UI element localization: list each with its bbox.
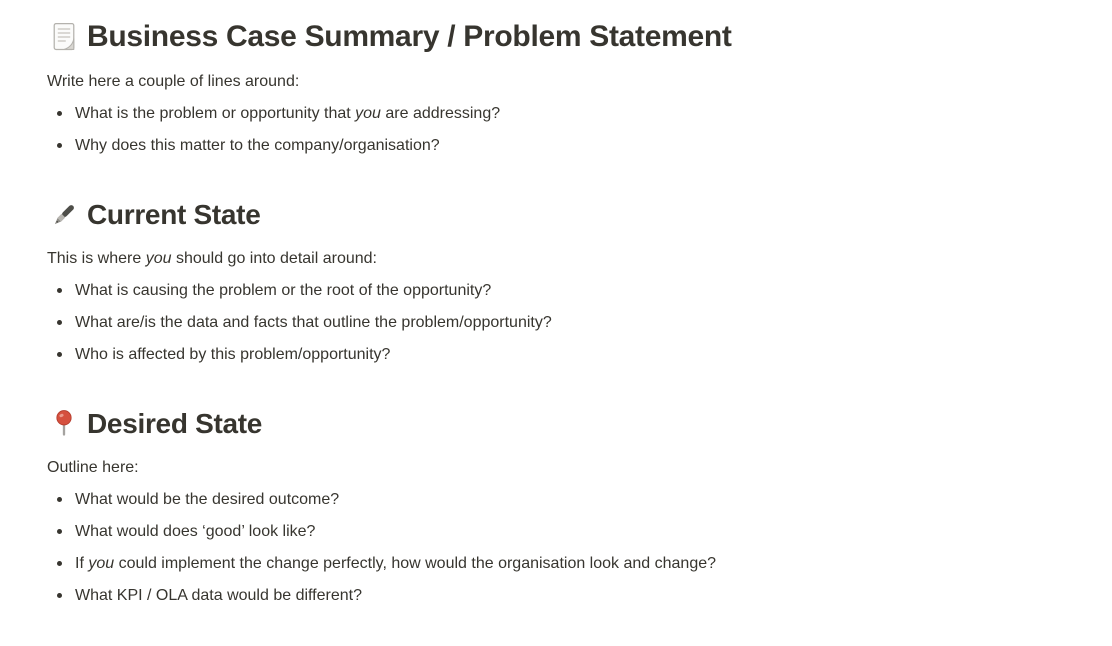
round-pushpin-emoji-icon	[47, 407, 81, 441]
list-item	[47, 343, 1065, 367]
text-run: Who is affected by this problem/opportunity?	[75, 346, 391, 363]
section-intro	[47, 70, 1065, 94]
list-item	[47, 520, 1065, 544]
text-run: This is where	[47, 250, 146, 267]
text-run: What KPI / OLA data would be different?	[75, 587, 362, 604]
section-current-state	[47, 196, 1065, 367]
section-intro	[47, 247, 1065, 271]
list-item	[47, 311, 1065, 335]
text-run: If	[75, 555, 89, 572]
list-item	[47, 584, 1065, 608]
page-title-text: Business Case Summary / Problem Statement	[87, 20, 732, 53]
bullet-list	[47, 279, 1065, 367]
text-run: are addressing?	[380, 105, 501, 122]
pen-emoji-icon	[47, 198, 81, 232]
bullet-list	[47, 102, 1065, 158]
section-title-text: Current State	[87, 199, 261, 230]
page-title	[47, 18, 1065, 56]
bullet-list	[47, 488, 1065, 608]
section-business-case-summary	[47, 18, 1065, 158]
section-title-text: Desired State	[87, 408, 263, 439]
list-item	[47, 134, 1065, 158]
text-run: Why does this matter to the company/organisation?	[75, 137, 440, 154]
list-item	[47, 279, 1065, 303]
text-run: could implement the change perfectly, how would the organisation look and change?	[114, 555, 717, 572]
page-with-curl-emoji-icon	[47, 20, 81, 54]
text-run: Write here a couple of lines around:	[47, 73, 300, 90]
list-item	[47, 552, 1065, 576]
section-heading-desired-state	[47, 405, 1065, 442]
text-run: What would be the desired outcome?	[75, 491, 340, 508]
text-run: What would does ‘good’ look like?	[75, 523, 316, 540]
section-intro	[47, 456, 1065, 480]
list-item	[47, 488, 1065, 512]
text-run: What is the problem or opportunity that	[75, 105, 356, 122]
text-run: should go into detail around:	[171, 250, 377, 267]
text-run: What are/is the data and facts that outline the problem/opportunity?	[75, 314, 552, 331]
section-heading-current-state	[47, 196, 1065, 233]
italic-text: you	[88, 555, 115, 572]
text-run: What is causing the problem or the root of the opportunity?	[75, 282, 492, 299]
italic-text: you	[355, 105, 381, 122]
list-item	[47, 102, 1065, 126]
italic-text: you	[145, 250, 172, 267]
section-desired-state	[47, 405, 1065, 608]
text-run: Outline here:	[47, 459, 139, 476]
